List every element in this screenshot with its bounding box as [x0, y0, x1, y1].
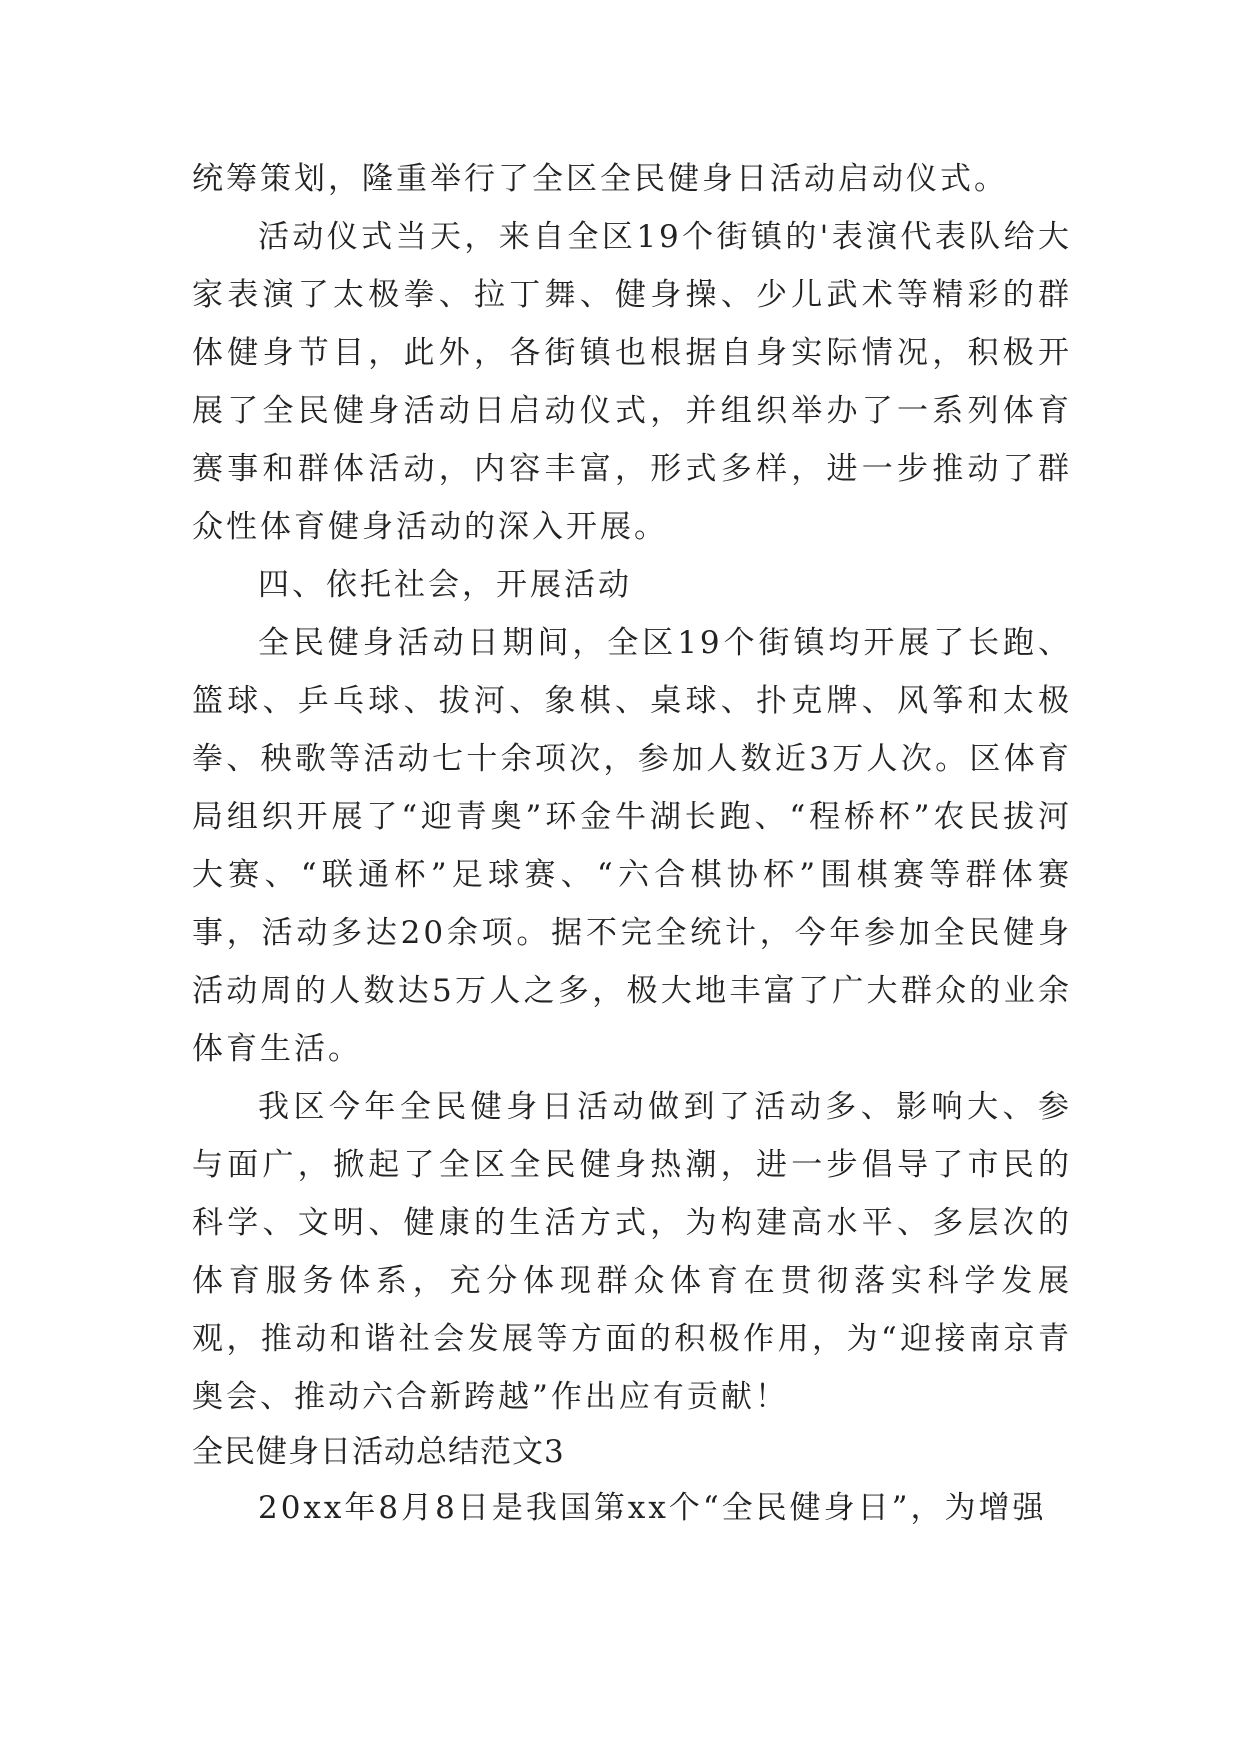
article-title: 全民健身日活动总结范文3: [192, 1434, 565, 1470]
paragraph-continuation: 统筹策划，隆重举行了全区全民健身日活动启动仪式。: [192, 161, 1008, 197]
paragraph-intro: 20xx年8月8日是我国第xx个“全民健身日”，为增强: [258, 1490, 1047, 1526]
section-heading: 四、依托社会，开展活动: [258, 567, 632, 603]
paragraph-activities: 全民健身活动日期间，全区19个街镇均开展了长跑、篮球、乒乓球、拔河、象棋、桌球、扑克牌、风筝和太极拳、秧歌等活动七十余项次，参加人数近3万人次。区体育局组织开展了“迎青奥”环金牛湖长跑、“程桥杯”农民拔河大赛、“联通杯”足球赛、“六合棋协杯”围棋赛等群体赛事，活动多达20余项。据不完全统计，今年参加全民健身活动周的人数达5万人之多，极大地丰富了广大群众的业余体育生活。: [192, 625, 1072, 1067]
paragraph-performance: 活动仪式当天，来自全区19个街镇的'表演代表队给大家表演了太极拳、拉丁舞、健身操、少儿武术等精彩的群体健身节目，此外，各街镇也根据自身实际情况，积极开展了全民健身活动日启动仪式，并组织举办了一系列体育赛事和群体活动，内容丰富，形式多样，进一步推动了群众性体育健身活动的深入开展。: [192, 219, 1072, 545]
document-body: [192, 150, 1072, 1537]
paragraph-summary: 我区今年全民健身日活动做到了活动多、影响大、参与面广，掀起了全区全民健身热潮，进一步倡导了市民的科学、文明、健康的生活方式，为构建高水平、多层次的体育服务体系，充分体现群众体育在贯彻落实科学发展观，推动和谐社会发展等方面的积极作用，为“迎接南京青奥会、推动六合新跨越”作出应有贡献！: [192, 1089, 1072, 1415]
